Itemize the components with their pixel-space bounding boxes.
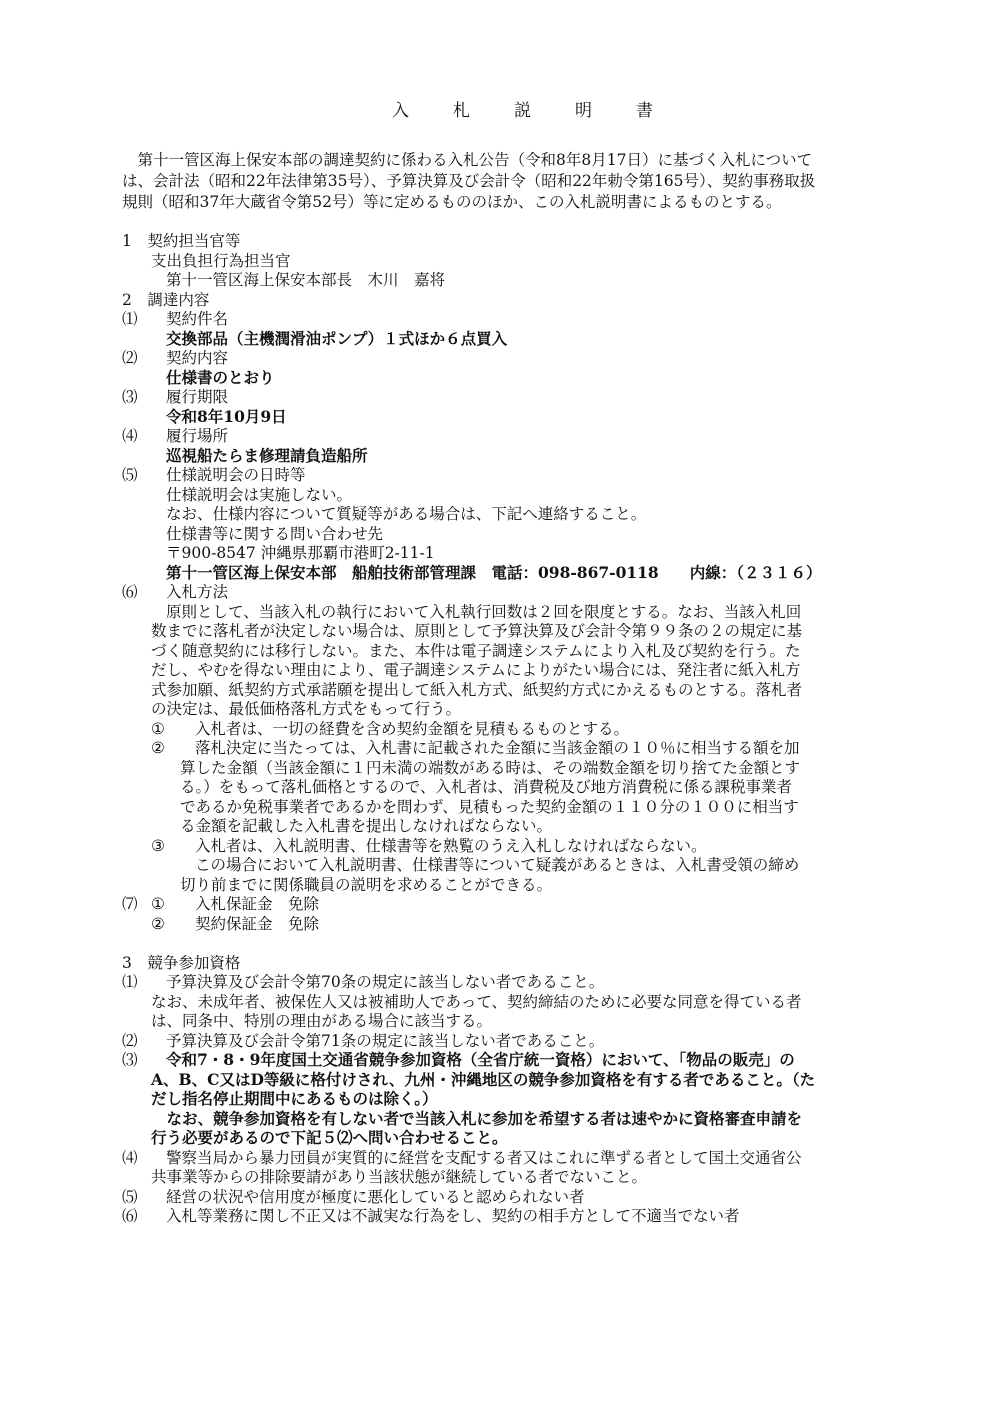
text-line: 式参加願、紙契約方式承諾願を提出して紙入札方式、紙契約方式にかえるものとする。落札者 [151,681,803,699]
item-number: ⑵ [122,1032,138,1050]
intro-line: は、会計法（昭和22年法律第35号）、予算決算及び会計令（昭和22年勅令第165号）、契約事務取扱 [122,172,816,190]
text-line: は、同条中、特別の理由がある場合に該当する。 [151,1012,493,1030]
delivery-place: 巡視船たらま修理請負造船所 [166,446,368,465]
text-line: なお、未成年者、被保佐人又は被補助人であって、契約締結のために必要な同意を得ている者 [151,993,802,1011]
sub-item-number: ② [151,739,165,757]
item-label: 契約内容 [166,349,229,367]
item-label: 契約件名 [166,310,229,328]
text-line: 入札保証金 免除 [195,895,320,913]
section-1-heading: 1 契約担当官等 [122,232,241,250]
text-line: 入札者は、一切の経費を含め契約金額を見積もるものとする。 [195,720,630,738]
text-line: づく随意契約には移行しない。また、本件は電子調達システムにより入札及び契約を行う。た [151,642,801,660]
item-number: ⑹ [122,583,138,601]
item-number: ⑵ [122,349,138,367]
text-line: 原則として、当該入札の執行において入札執行回数は２回を限度とする。なお、当該入札回 [166,603,802,621]
intro-line: 第十一管区海上保安本部の調達契約に係わる入札公告（令和8年8月17日）に基づく入札について [122,151,813,169]
item-number: ⑸ [122,466,138,484]
item-number: ⑴ [122,310,138,328]
text-line: 入札等業務に関し不正又は不誠実な行為をし、契約の相手方として不適当でない者 [166,1207,740,1225]
section-3-heading: 3 競争参加資格 [122,954,241,972]
contact-address: 〒900-8547 沖縄県那覇市港町2-11-1 [166,544,435,562]
deadline: 令和8年10月9日 [166,407,287,426]
item-label: 履行場所 [166,427,229,445]
sub-item-number: ② [151,915,165,933]
title-char: 説 [514,101,531,121]
contract-content: 仕様書のとおり [166,368,275,387]
text-line: 予算決算及び会計令第70条の規定に該当しない者であること。 [166,973,605,991]
text-line: 行う必要があるので下記５⑵へ問い合わせること。 [151,1128,508,1147]
intro-line: 規則（昭和37年大蔵省令第52号）等に定めるもののほか、この入札説明書によるものとする。 [122,193,782,211]
item-number: ⑸ [122,1188,138,1206]
item-number: ⑶ [122,388,138,406]
text-line: A、B、C又はD等級に格付けされ、九州・沖縄地区の競争参加資格を有する者であること。（た [151,1070,816,1089]
item-label: 履行期限 [166,388,229,406]
title-char: 札 [453,101,470,121]
contact-department: 第十一管区海上保安本部 船舶技術部管理課 電話：098-867-0118 内線：（２３１６） [166,563,822,582]
item-number: ⑷ [122,427,138,445]
text-line: 切り前までに関係職員の説明を求めることができる。 [180,876,553,894]
text-line: 契約保証金 免除 [195,915,320,933]
section-2-heading: 2 調達内容 [122,291,210,309]
text-line: であるか免税事業者であるかを問わず、見積もった契約金額の１１０分の１００に相当す [180,798,799,816]
text-line: だし指名停止期間中にあるものは除く。） [151,1089,438,1108]
text-line: 仕様説明会は実施しない。 [166,486,353,504]
item-number: ⑷ [122,1149,138,1167]
item-number: ⑺ [122,895,138,913]
item-number: ⑴ [122,973,138,991]
text-line: 共事業等からの排除要請があり当該状態が継続している者でないこと。 [151,1168,648,1186]
text-line: 警察当局から暴力団員が実質的に経営を支配する者又はこれに準ずる者として国土交通省公 [166,1149,802,1167]
title-char: 明 [575,101,592,121]
contract-title: 交換部品（主機潤滑油ポンプ）１式ほか６点買入 [166,329,508,348]
item-label: 入札方法 [166,583,229,601]
text-line: 数までに落札者が決定しない場合は、原則として予算決算及び会計令第９９条の２の規定に基 [151,622,803,640]
text-line: る金額を記載した入札書を提出しなければならない。 [180,817,553,835]
item-label: 仕様説明会の日時等 [166,466,306,484]
sub-item-number: ① [151,720,165,738]
text-line: 令和7・8・9年度国土交通省競争参加資格（全省庁統一資格）において、「物品の販売」の [166,1050,795,1069]
text-line: の決定は、最低価格落札方式をもって行う。 [151,700,462,718]
text-line: なお、競争参加資格を有しない者で当該入札に参加を希望する者は速やかに資格審査申請を [151,1109,803,1128]
text-line: 仕様書等に関する問い合わせ先 [166,525,384,543]
text-line: 算した金額（当該金額に１円未満の端数がある時は、その端数金額を切り捨てた金額とす [180,759,801,777]
text-line: る。）をもって落札価格とするので、入札者は、消費税及び地方消費税に係る課税事業者 [180,778,792,796]
sub-item-number: ③ [151,837,165,855]
sub-item-number: ① [151,895,165,913]
text-line: だし、やむを得ない理由により、電子調達システムによりがたい場合には、発注者に紙入札方 [151,661,801,679]
title-char: 書 [636,101,653,121]
contract-officer-role: 支出負担行為担当官 [151,252,291,270]
text-line: 落札決定に当たっては、入札書に記載された金額に当該金額の１０％に相当する額を加 [195,739,800,757]
text-line: なお、仕様内容について質疑等がある場合は、下記へ連絡すること。 [166,505,647,523]
item-number: ⑶ [122,1051,138,1069]
page-title [392,101,653,121]
text-line: 予算決算及び会計令第71条の規定に該当しない者であること。 [166,1032,605,1050]
contract-officer-name: 第十一管区海上保安本部長 木川 嘉将 [166,271,446,289]
item-number: ⑹ [122,1207,138,1225]
title-char: 入 [392,101,409,121]
text-line: 経営の状況や信用度が極度に悪化していると認められない者 [166,1188,585,1206]
text-line: 入札者は、入札説明書、仕様書等を熟覧のうえ入札しなければならない。 [195,837,707,855]
text-line: この場合において入札説明書、仕様書等について疑義があるときは、入札書受領の締め [195,856,800,874]
